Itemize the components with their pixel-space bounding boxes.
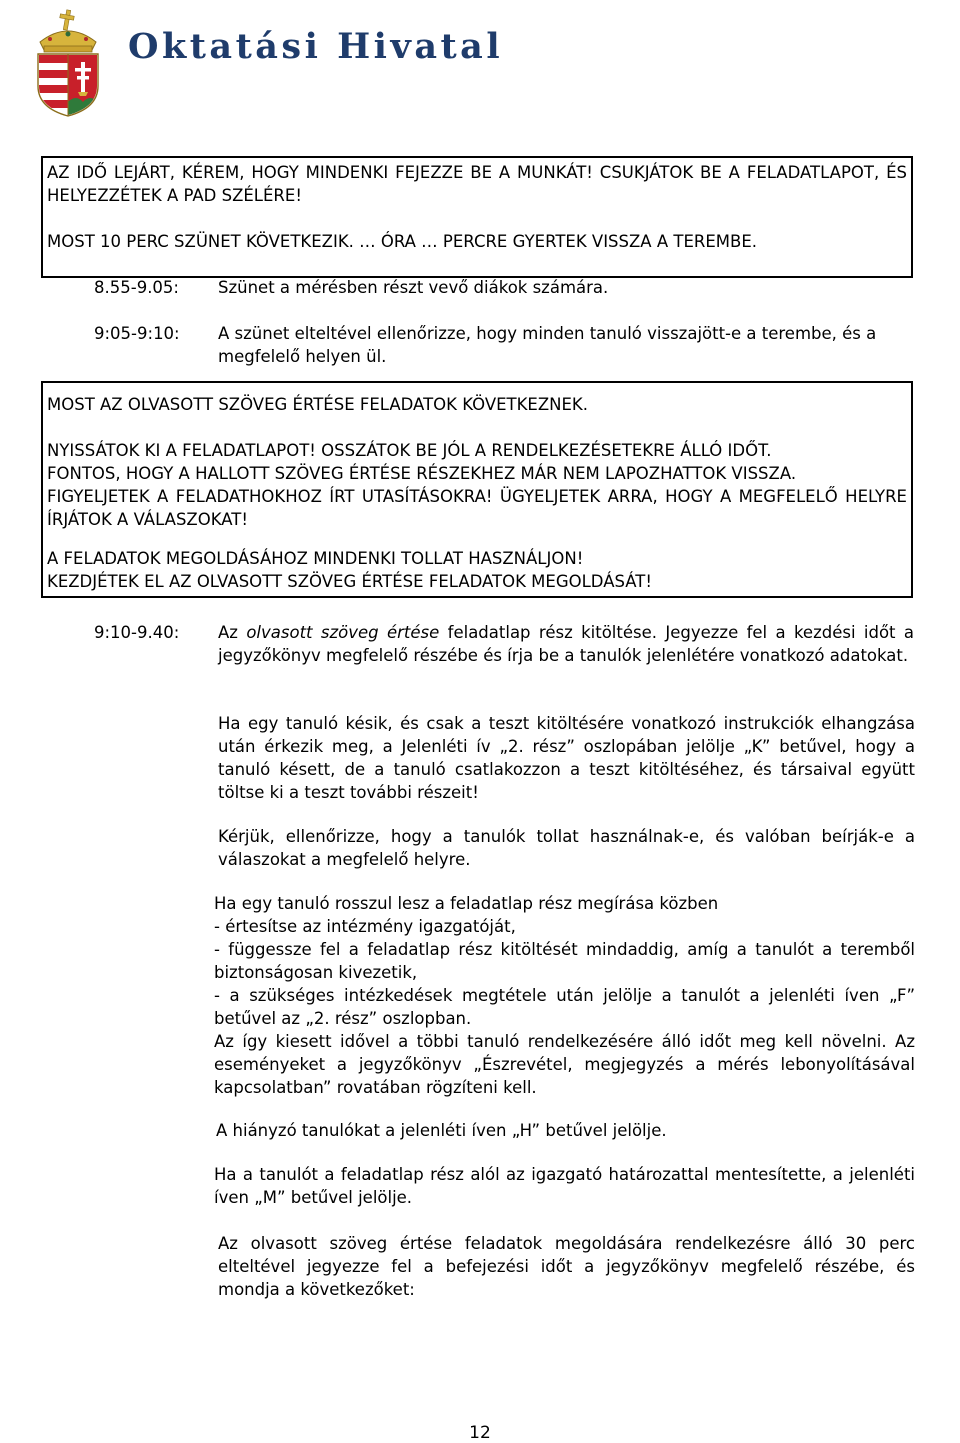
late-student-paragraph xyxy=(218,712,915,804)
absent-text: A hiányzó tanulókat a jelenléti íven „H” betűvel jelölje. xyxy=(216,1121,667,1140)
page-header xyxy=(18,6,948,118)
schedule-row xyxy=(94,322,914,368)
schedule-row xyxy=(94,276,914,299)
exempt-text: Ha a tanulót a feladatlap rész alól az igazgató határozattal mentesítette, a jelenléti íven „M” betűvel jelölje. xyxy=(214,1165,915,1207)
sick-step: - a szükséges intézkedések megtétele után jelölje a tanulót a jelenléti íven „F” betűvel az „2. rész” oszlopban. xyxy=(214,986,915,1028)
absent-paragraph xyxy=(216,1119,913,1142)
schedule-text-pre: Az xyxy=(218,623,238,642)
instruction-box-time-up xyxy=(41,156,913,278)
instruction-open-sheet: NYISSÁTOK KI A FELADATLAPOT! OSSZÁTOK BE JÓL A RENDELKEZÉSETEKRE ÁLLÓ IDŐT. xyxy=(47,441,772,460)
schedule-text: Szünet a mérésben részt vevő diákok számára. xyxy=(218,278,609,297)
late-student-text: Ha egy tanuló késik, és csak a teszt kitöltésére vonatkozó instrukciók elhangzása után érkezik meg, a Jelenléti ív „2. rész” oszlopában jelölje „K” betűvel, hogy a tanuló késett, de a tanuló csatlakozzon a teszt kitöltéséhez, és társaival együtt töltse ki a teszt további részeit! xyxy=(218,714,915,802)
hungarian-coat-of-arms-icon xyxy=(26,6,110,118)
instruction-no-return: FONTOS, HOGY A HALLOTT SZÖVEG ÉRTÉSE RÉSZEKHEZ MÁR NEM LAPOZHATTOK VISSZA. xyxy=(47,464,797,483)
instruction-start: KEZDJÉTEK EL AZ OLVASOTT SZÖVEG ÉRTÉSE FELADATOK MEGOLDÁSÁT! xyxy=(47,572,652,591)
sick-step: - értesítse az intézmény igazgatóját, xyxy=(214,917,516,936)
end-text: Az olvasott szöveg értése feladatok megoldására rendelkezésre álló 30 perc elteltével jegyezze fel a befejezési időt a jegyzőkönyv megfelelő részébe, és mondja a következőket: xyxy=(218,1234,915,1299)
pen-check-paragraph xyxy=(218,825,915,871)
schedule-time: 9:10-9.40: xyxy=(94,623,180,642)
sick-step: - függessze fel a feladatlap rész kitöltését mindaddig, amíg a tanulót a teremből biztonságosan kivezetik, xyxy=(214,940,915,982)
end-paragraph xyxy=(218,1232,915,1301)
pen-check-text: Kérjük, ellenőrizze, hogy a tanulók tollat használnak-e, és valóban beírják-e a válaszokat a megfelelő helyre. xyxy=(218,827,915,869)
schedule-text: A szünet elteltével ellenőrizze, hogy minden tanuló visszajött-e a terembe, és a megfelelő helyen ül. xyxy=(218,324,877,366)
exempt-paragraph xyxy=(214,1163,915,1209)
schedule-row xyxy=(94,621,914,690)
instruction-follow-tasks: FIGYELJETEK A FELADATHOKHOZ ÍRT UTASÍTÁSOKRA! ÜGYELJETEK ARRA, HOGY A MEGFELELŐ HELYRE ÍRJÁTOK A VÁLASZOKAT! xyxy=(47,487,907,529)
instruction-time-up: AZ IDŐ LEJÁRT, KÉREM, HOGY MINDENKI FEJEZZE BE A MUNKÁT! CSUKJÁTOK BE A FELADATLAPOT, ÉS HELYEZZÉTEK A PAD SZÉLÉRE! xyxy=(47,163,907,205)
sick-student-section xyxy=(214,892,915,1099)
page-number: 12 xyxy=(469,1423,491,1443)
sick-note: Az így kiesett idővel a többi tanuló rendelkezésére álló időt meg kell növelni. Az eseményeket a jegyzőkönyv „Észrevétel, megjegyzés a mérés lebonyolításával kapcsolatban” rovatában rögzíteni kell. xyxy=(214,1032,915,1097)
organization-name: Oktatási Hivatal xyxy=(128,26,504,67)
instruction-box-reading xyxy=(41,381,913,598)
schedule-time: 9:05-9:10: xyxy=(94,324,180,343)
schedule-text-post: feladatlap rész kitöltése. Jegyezze fel a kezdési időt a jegyzőkönyv megfelelő részébe és írja be a tanulók jelenlétére vonatkozó adatokat. xyxy=(218,623,914,665)
instruction-break: MOST 10 PERC SZÜNET KÖVETKEZIK. … ÓRA … PERCRE GYERTEK VISSZA A TEREMBE. xyxy=(47,232,757,251)
schedule-text-italic: olvasott szöveg értése xyxy=(246,623,440,642)
instruction-reading-next: MOST AZ OLVASOTT SZÖVEG ÉRTÉSE FELADATOK KÖVETKEZNEK. xyxy=(47,395,588,414)
schedule-text xyxy=(218,621,914,667)
sick-intro: Ha egy tanuló rosszul lesz a feladatlap rész megírása közben xyxy=(214,894,719,913)
instruction-use-pen: A FELADATOK MEGOLDÁSÁHOZ MINDENKI TOLLAT HASZNÁLJON! xyxy=(47,549,584,568)
schedule-time: 8.55-9.05: xyxy=(94,278,179,297)
